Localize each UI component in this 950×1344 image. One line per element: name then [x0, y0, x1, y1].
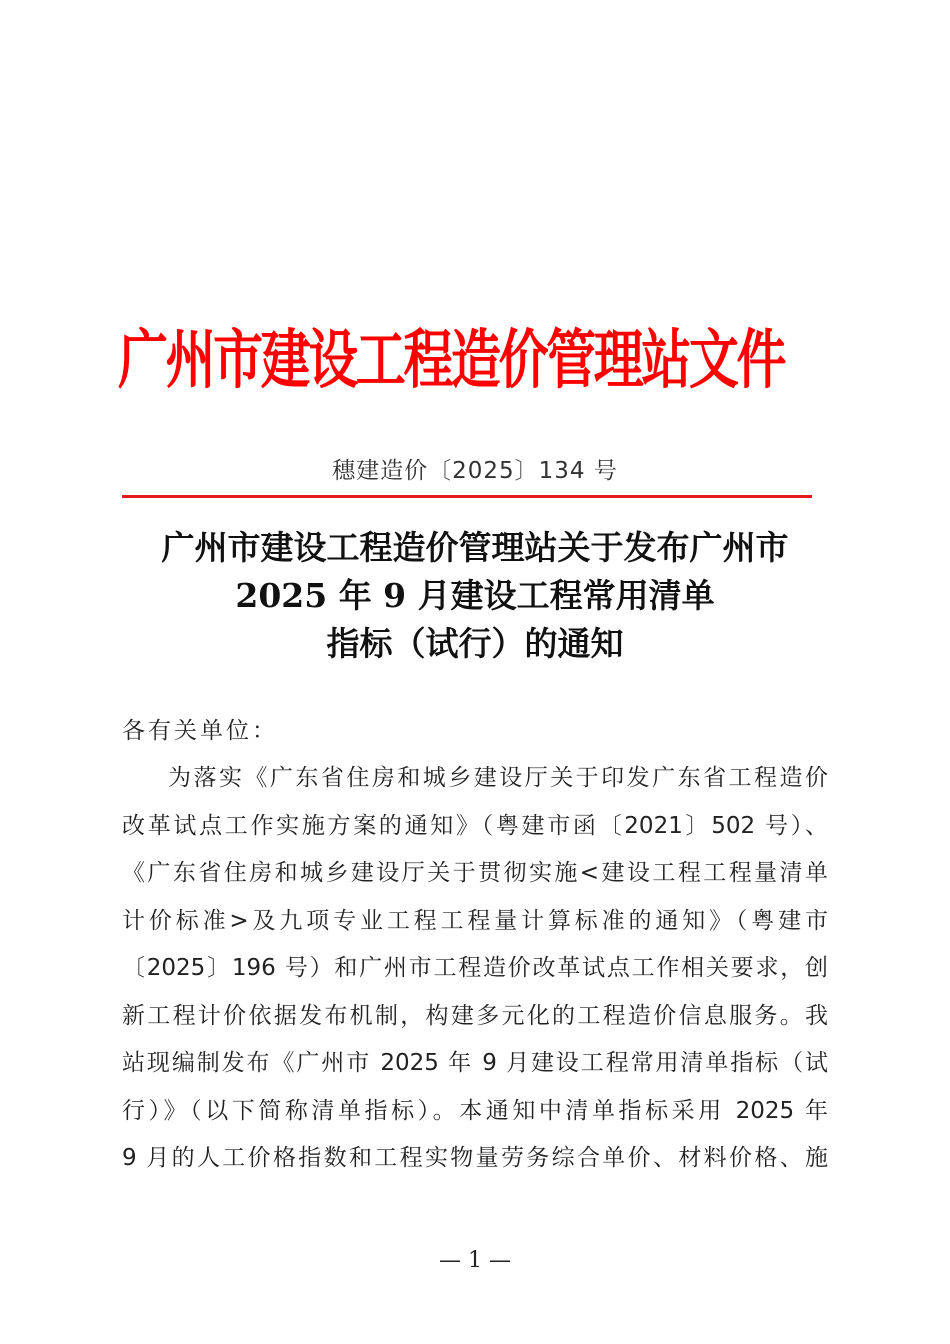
body-line: 9 月的人工价格指数和工程实物量劳务综合单价、材料价格、施 — [122, 1145, 828, 1171]
red-divider — [122, 495, 812, 498]
notice-title — [0, 524, 950, 668]
body-line: 〔2025〕196 号）和广州市工程造价改革试点工作相关要求，创 — [122, 955, 828, 981]
body-paragraph — [122, 755, 828, 1183]
salutation: 各有关单位： — [122, 718, 278, 744]
title-line: 广州市建设工程造价管理站关于发布广州市 — [161, 528, 789, 567]
body-line: 计价标准>及九项专业工程工程量计算标准的通知》（粤建市 — [122, 907, 828, 934]
body-line: 行）》（以下简称清单指标）。本通知中清单指标采用 2025 年 — [122, 1097, 828, 1124]
title-line: 指标（试行）的通知 — [326, 624, 624, 663]
body-line: 站现编制发布《广州市 2025 年 9 月建设工程常用清单指标（试 — [122, 1050, 828, 1076]
page-number: — 1 — — [439, 1248, 511, 1273]
body-line: 新工程计价依据发布机制，构建多元化的工程造价信息服务。我 — [122, 1002, 828, 1029]
body-line: 为落实《广东省住房和城乡建设厅关于印发广东省工程造价 — [168, 765, 828, 791]
title-line: 2025 年 9 月建设工程常用清单 — [235, 576, 715, 615]
masthead-title: 广州市建设工程造价管理站文件 — [118, 324, 785, 398]
document-number: 穗建造价〔2025〕134 号 — [332, 458, 618, 484]
body-line: 改革试点工作实施方案的通知》（粤建市函〔2021〕502 号）、 — [122, 812, 828, 839]
body-line: 《广东省住房和城乡建设厅关于贯彻实施<建设工程工程量清单 — [122, 860, 828, 886]
